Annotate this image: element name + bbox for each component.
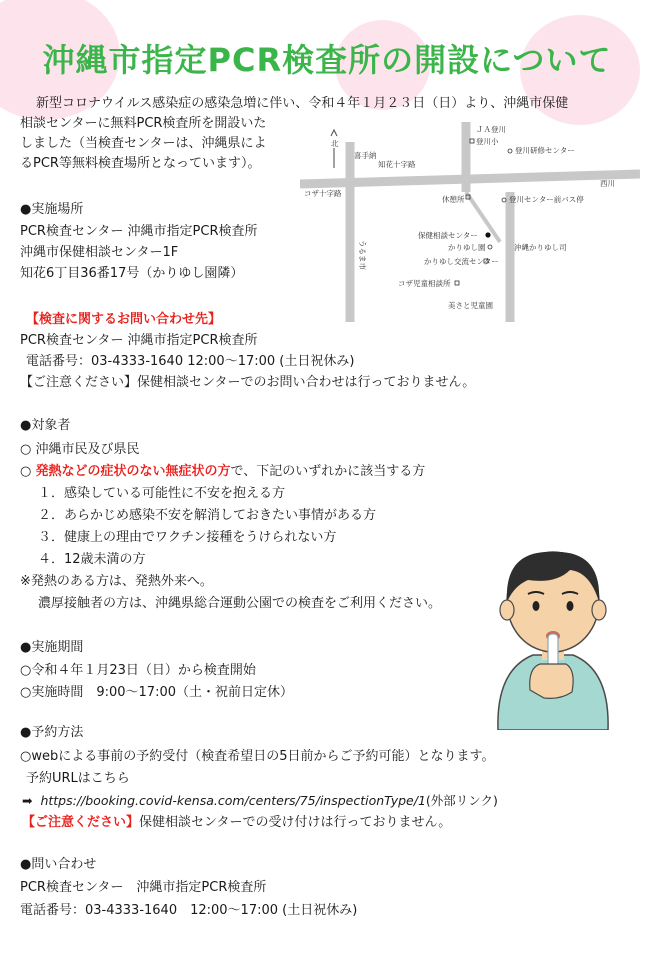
inquiry-phone: 電話番号：03-4333-1640 12:00～17:00 (土日祝休み) (26, 354, 355, 369)
map-label: 保健相談センター (418, 231, 478, 240)
inquiry-line: PCR検査センター 沖縄市指定PCR検査所 (20, 333, 258, 348)
period-heading: ●実施期間 (20, 640, 84, 655)
map-label: 休憩所 (442, 195, 465, 204)
map-label: コザ十字路 (304, 189, 342, 198)
map-label: 登川研修センター (515, 146, 575, 155)
map-label: ＪＡ登川 (476, 125, 506, 134)
map-label: 美さと児童園 (448, 301, 493, 310)
eligibility-note: 濃厚接触者の方は、沖縄県総合運動公園での検査をご利用ください。 (38, 596, 442, 611)
eligibility-subitem: ４．12歳未満の方 (38, 552, 146, 567)
reservation-caution: 【ご注意ください】保健相談センターでの受け付けは行っておりません。 (22, 815, 452, 830)
map-label: 西川 (600, 179, 615, 188)
eligibility-subitem: １．感染している可能性に不安を抱える方 (38, 486, 286, 501)
reservation-heading: ●予約方法 (20, 725, 84, 740)
location-line: 沖縄市保健相談センター1F (20, 245, 179, 260)
map-label: 登川センター前バス停 (509, 195, 584, 204)
page-title: 沖縄市指定PCR検査所の開設について (42, 41, 612, 79)
reservation-url-link[interactable]: https://booking.covid-kensa.com/centers/75/inspectionType/1 (40, 793, 426, 808)
eligibility-note: ※発熱のある方は、発熱外来へ。 (20, 574, 213, 589)
contact-phone: 電話番号：03-4333-1640 12:00～17:00 (土日祝休み) (20, 903, 358, 918)
eligibility-subitem: ３．健康上の理由でワクチン接種をうけられない方 (38, 530, 337, 545)
intro-line: 相談センターに無料PCR検査所を開設いた (20, 116, 267, 131)
eligibility-highlight: 発熱などの症状のない無症状の方 (35, 464, 231, 479)
map-label: 沖縄かりゆし司 (514, 243, 567, 252)
map-north-label: 北 (331, 139, 339, 148)
reservation-url-line (22, 793, 498, 809)
period-start: ○令和４年１月23日（日）から検査開始 (20, 663, 256, 678)
eligibility-heading: ●対象者 (20, 418, 71, 433)
location-map (300, 122, 640, 322)
intro-line: るPCR等無料検査場所となっています）。 (20, 156, 261, 171)
period-hours: ○実施時間 9:00～17:00（土・祝前日定休） (20, 685, 294, 700)
eligibility-subitem: ２．あらかじめ感染不安を解消しておきたい事情がある方 (38, 508, 377, 523)
map-label: 知花十字路 (378, 160, 416, 169)
inquiry-heading: 【検査に関するお問い合わせ先】 (26, 312, 222, 327)
eligibility-item: ○ 発熱などの症状のない無症状の方で、下記のいずれかに該当する方 (20, 464, 426, 479)
external-link-note: (外部リンク) (425, 793, 498, 808)
location-line: PCR検査センター 沖縄市指定PCR検査所 (20, 224, 258, 239)
reservation-line: ○webによる事前の予約受付（検査希望日の5日前からご予約可能）となります。 (20, 749, 495, 764)
arrow-icon: ➡ (22, 793, 33, 808)
contact-heading: ●問い合わせ (20, 857, 97, 872)
map-label: 喜手納 (354, 151, 377, 160)
contact-line: PCR検査センター 沖縄市指定PCR検査所 (20, 880, 267, 895)
map-label: うるま市 (358, 240, 367, 270)
location-address: 知花6丁目36番17号（かりゆし園隣） (20, 266, 244, 281)
person-swab-illustration (478, 540, 628, 730)
location-heading: ●実施場所 (20, 202, 84, 217)
map-label: かりゆし交流センター (424, 257, 499, 266)
intro-line: 新型コロナウイルス感染症の感染急増に伴い、令和４年１月２３日（日）より、沖縄市保健 (36, 96, 569, 111)
map-label: かりゆし園 (448, 243, 486, 252)
map-label: 登川小 (476, 137, 499, 146)
reservation-url-label: 予約URLはこちら (26, 771, 130, 786)
intro-line: しました（当検査センターは、沖縄県によ (20, 136, 267, 151)
inquiry-caution: 【ご注意ください】保健相談センターでのお問い合わせは行っておりません。 (20, 375, 476, 390)
map-label: コザ児童相談所 (398, 279, 451, 288)
eligibility-item: ○ 沖縄市民及び県民 (20, 442, 140, 457)
